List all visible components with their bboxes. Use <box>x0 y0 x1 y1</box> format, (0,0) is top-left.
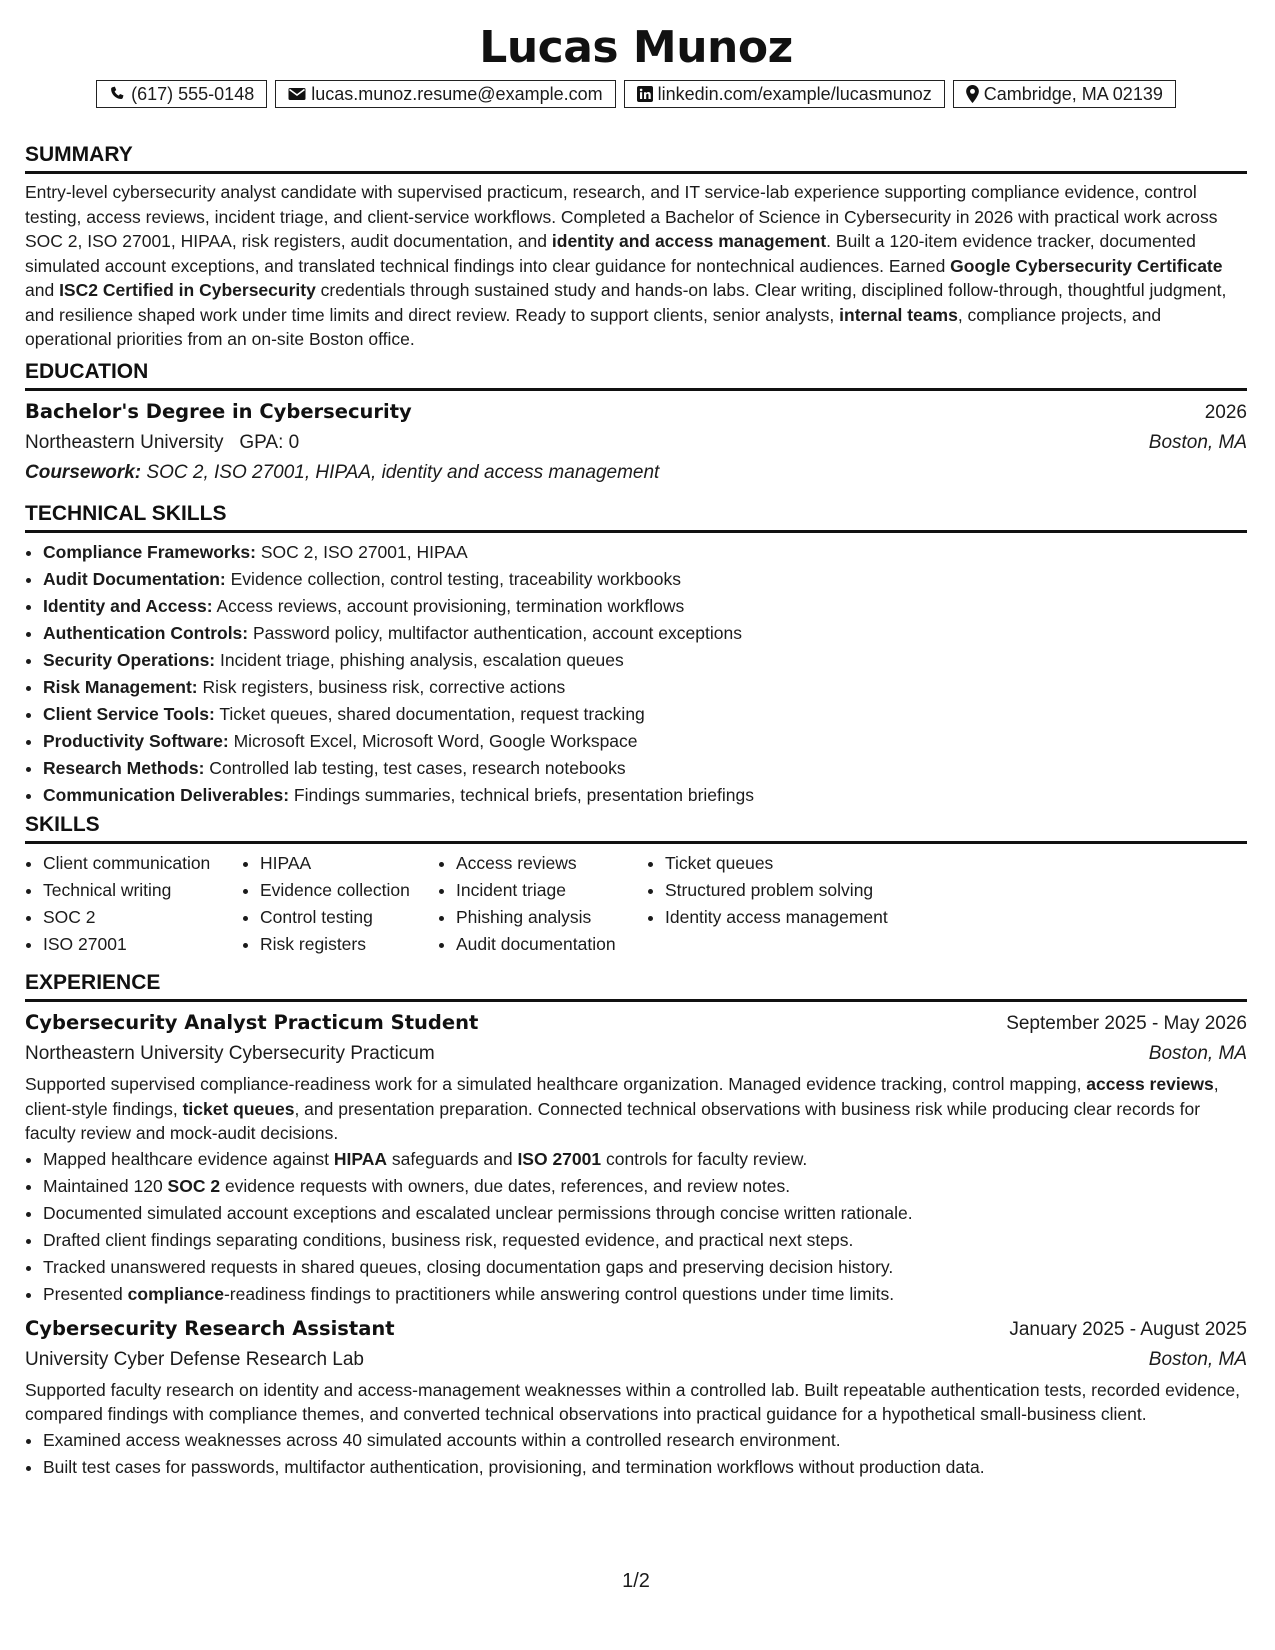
list-item: • Risk Management: Risk registers, business risk, corrective actions <box>43 674 1247 701</box>
list-item: • Identity and Access: Access reviews, account provisioning, termination workflows <box>43 593 1247 620</box>
school-row <box>25 428 1247 458</box>
list-item: • Productivity Software: Microsoft Excel, Microsoft Word, Google Workspace <box>43 728 1247 755</box>
envelope-icon <box>288 87 306 101</box>
list-item: • Tracked unanswered requests in shared queues, closing documentation gaps and preserving decision history. <box>43 1254 1247 1281</box>
school-info <box>25 428 299 458</box>
list-item: • Structured problem solving <box>665 877 965 904</box>
job-dates: September 2025 - May 2026 <box>1006 1013 1247 1034</box>
job-title: Cybersecurity Analyst Practicum Student <box>25 1011 479 1034</box>
location-text: Cambridge, MA 02139 <box>983 84 1163 104</box>
experience-section <box>25 970 1247 1481</box>
list-item: • Technical writing <box>43 877 242 904</box>
school-location: Boston, MA <box>1148 432 1247 453</box>
list-item: • Phishing analysis <box>456 904 647 931</box>
list-item: • Ticket queues <box>665 850 965 877</box>
list-item: • Client Service Tools: Ticket queues, shared documentation, request tracking <box>43 701 1247 728</box>
list-item: • ISO 27001 <box>43 931 242 958</box>
experience-heading: EXPERIENCE <box>25 970 1247 1002</box>
job-description: Supported faculty research on identity and access-management weaknesses within a controlled lab. Built repeatable authentication tests, recorded evidence, compared findings with compliance themes, and converted technical observations into practical guidance for a hypothetical small-business client. <box>25 1379 1241 1424</box>
job-org-row <box>25 1039 1247 1069</box>
skills-column <box>647 850 965 958</box>
list-item: • Access reviews <box>456 850 647 877</box>
summary-heading: SUMMARY <box>25 142 1247 174</box>
list-item: • Risk registers <box>260 931 438 958</box>
degree-title: Bachelor's Degree in Cybersecurity <box>25 400 412 423</box>
skills-column <box>242 850 438 958</box>
summary-text: Entry-level cybersecurity analyst candidate with supervised practicum, research, and IT service-lab experience supporting compliance evidence, control testing, access reviews, incident triage, and client-service workflows. Completed a Bachelor of Science in Cybersecurity in 2026 with practical work across SOC 2, ISO 27001, HIPAA, risk registers, audit documentation, and identity and access management. Built a 120-item evidence tracker, documented simulated account exceptions, and translated technical findings into clear guidance for nontechnical audiences. Earned Google Cybersecurity Certificate and ISC2 Certified in Cybersecurity credentials through sustained study and hands-on labs. Clear writing, disciplined follow-through, thoughtful judgment, and resilience shaped work under time limits and direct review. Ready to support clients, senior analysts, internal teams, compliance projects, and operational priorities from an on-site Boston office. <box>25 182 1227 349</box>
job-org-row <box>25 1345 1247 1375</box>
list-item: • Incident triage <box>456 877 647 904</box>
phone-text: (617) 555-0148 <box>131 84 255 104</box>
resume-page <box>25 0 1247 1650</box>
linkedin-contact[interactable] <box>624 80 945 108</box>
list-item: • Communication Deliverables: Findings summaries, technical briefs, presentation briefings <box>43 782 1247 809</box>
list-item: • Research Methods: Controlled lab testing, test cases, research notebooks <box>43 755 1247 782</box>
list-item: • Evidence collection <box>260 877 438 904</box>
job-dates: January 2025 - August 2025 <box>1009 1318 1247 1340</box>
list-item: • Built test cases for passwords, multifactor authentication, provisioning, and termination workflows without production data. <box>43 1454 1247 1481</box>
email-contact[interactable] <box>275 80 615 108</box>
technical-skills-section <box>25 501 1247 809</box>
email-text: lucas.munoz.resume@example.com <box>311 84 603 104</box>
location-contact <box>953 80 1176 108</box>
map-pin-icon <box>966 85 979 103</box>
list-item: • Compliance Frameworks: SOC 2, ISO 27001, HIPAA <box>43 539 1247 566</box>
list-item: • Examined access weaknesses across 40 simulated accounts within a controlled research environment. <box>43 1427 1247 1454</box>
skills-grid <box>25 850 1247 958</box>
job-description: Supported supervised compliance-readiness work for a simulated healthcare organization. Managed evidence tracking, control mapping, access reviews, client-style findings, ticket queues, and presentation preparation. Connected technical observations with business risk while producing clear records for faculty review and mock-audit decisions. <box>25 1074 1219 1143</box>
list-item: • Documented simulated account exceptions and escalated unclear permissions through concise written rationale. <box>43 1200 1247 1227</box>
page-number: 1/2 <box>622 1570 650 1592</box>
experience-entry <box>25 1008 1247 1308</box>
job-bullets <box>25 1427 1247 1481</box>
education-heading: EDUCATION <box>25 359 1247 391</box>
education-section <box>25 359 1247 488</box>
phone-icon <box>109 86 126 103</box>
job-organization: Northeastern University Cybersecurity Practicum <box>25 1043 435 1064</box>
experience-entry <box>25 1314 1247 1481</box>
list-item: • Control testing <box>260 904 438 931</box>
job-title: Cybersecurity Research Assistant <box>25 1316 395 1340</box>
job-location: Boston, MA <box>1148 1043 1247 1064</box>
job-title-row <box>25 1008 1247 1039</box>
list-item: • Presented compliance-readiness findings to practitioners while answering control questions under time limits. <box>43 1281 1247 1308</box>
job-title-row <box>25 1314 1247 1345</box>
list-item: • SOC 2 <box>43 904 242 931</box>
coursework: Coursework: SOC 2, ISO 27001, HIPAA, identity and access management <box>25 462 660 483</box>
list-item: • Client communication <box>43 850 242 877</box>
phone-contact <box>96 80 267 108</box>
candidate-name: Lucas Munoz <box>479 22 793 73</box>
contact-bar <box>25 80 1247 108</box>
list-item: • Maintained 120 SOC 2 evidence requests with owners, due dates, references, and review notes. <box>43 1173 1247 1200</box>
list-item: • Authentication Controls: Password policy, multifactor authentication, account exceptions <box>43 620 1247 647</box>
list-item: • Audit Documentation: Evidence collection, control testing, traceability workbooks <box>43 566 1247 593</box>
job-location: Boston, MA <box>1148 1348 1247 1370</box>
school-name: Northeastern University <box>25 432 224 453</box>
list-item: • Mapped healthcare evidence against HIPAA safeguards and ISO 27001 controls for faculty review. <box>43 1146 1247 1173</box>
job-organization: University Cyber Defense Research Lab <box>25 1348 364 1370</box>
skills-section <box>25 812 1247 958</box>
linkedin-text: linkedin.com/example/lucasmunoz <box>657 84 932 104</box>
list-item: • Drafted client findings separating conditions, business risk, requested evidence, and practical next steps. <box>43 1227 1247 1254</box>
degree-row <box>25 397 1247 428</box>
list-item: • Identity access management <box>665 904 965 931</box>
summary-section <box>25 142 1247 352</box>
technical-skills-heading: TECHNICAL SKILLS <box>25 501 1247 533</box>
job-bullets <box>25 1146 1247 1308</box>
linkedin-icon <box>637 86 653 102</box>
list-item: • HIPAA <box>260 850 438 877</box>
list-item: • Security Operations: Incident triage, phishing analysis, escalation queues <box>43 647 1247 674</box>
graduation-year: 2026 <box>1204 402 1247 423</box>
list-item: • Audit documentation <box>456 931 647 958</box>
skills-column <box>25 850 242 958</box>
skills-column <box>438 850 647 958</box>
technical-skills-list <box>25 539 1247 809</box>
skills-heading: SKILLS <box>25 812 1247 844</box>
gpa: GPA: 0 <box>239 432 300 453</box>
